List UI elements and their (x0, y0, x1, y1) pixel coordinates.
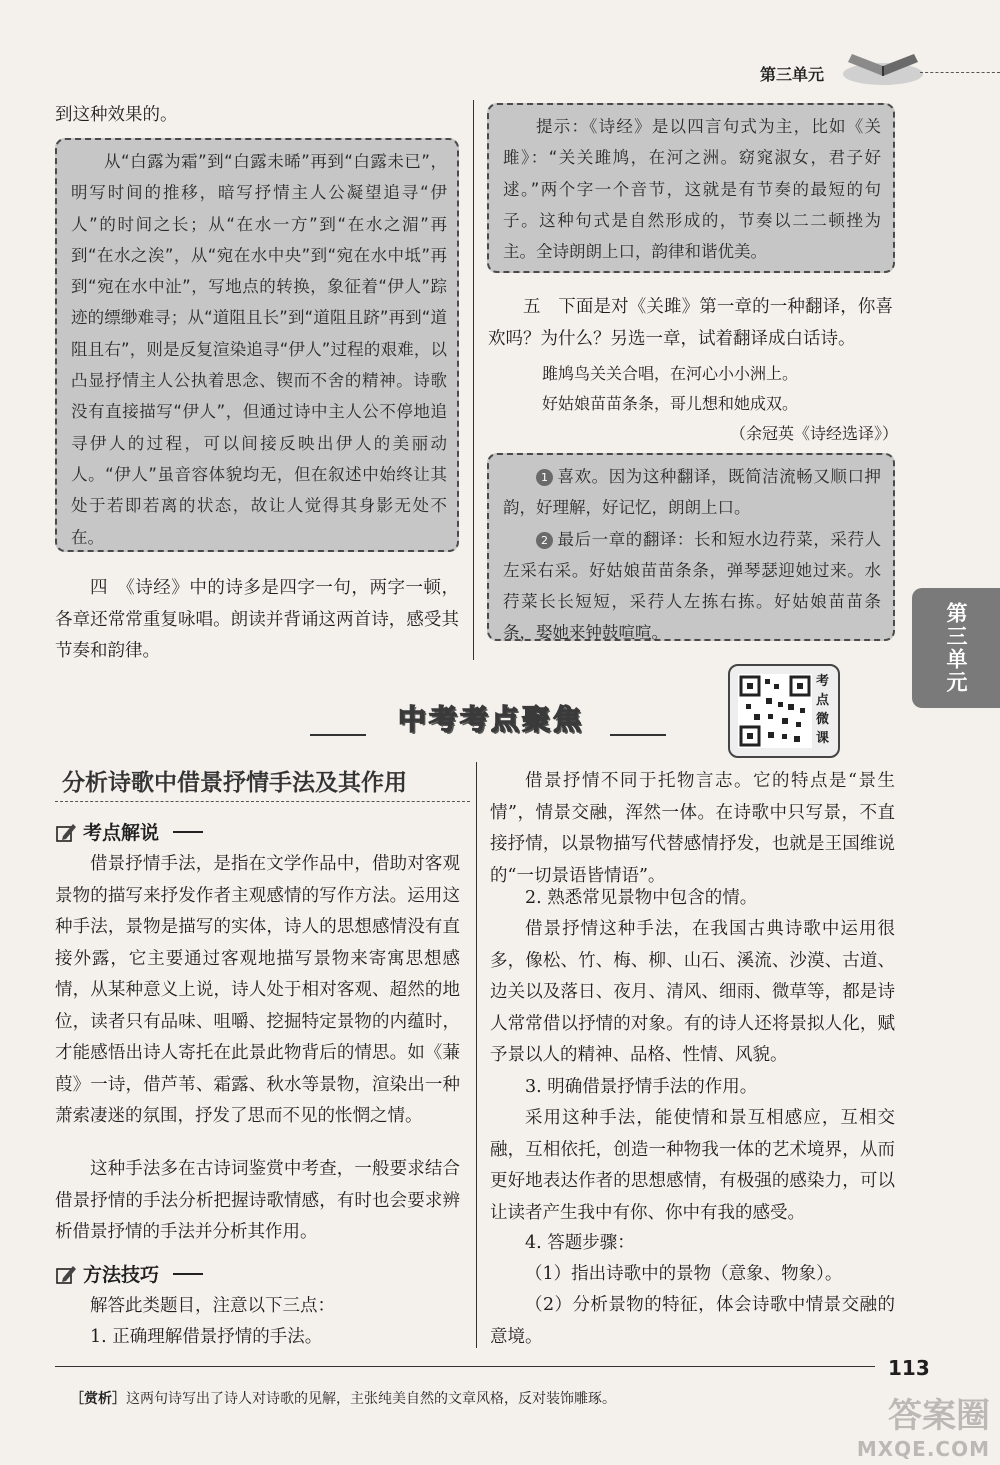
page-header (0, 0, 1000, 90)
explanation-p1: 借景抒情手法，是指在文学作品中，借助对客观景物的描写来抒发作者主观感情的写作方法。运用这种手法，景物是描写的实体，诗人的思想感情没有直接外露，它主要通过客观地描写景物来寄寓思想感情，从某种意义上说，诗人处于相对客观、超然的地位，读者只有品味、咀嚼、挖掘特定景物的内蕴时，才能感悟出诗人寄托在此景此物背后的情思。如《蒹葭》一诗，借芦苇、霜露、秋水等景物，渲染出一种萧索凄迷的氛围，抒发了思而不见的怅惘之情。 (55, 854, 460, 1126)
title-rule-right (610, 734, 666, 736)
section-head-explanation (55, 818, 203, 845)
answer-text: 从“白露为霜”到“白露未晞”再到“白露未已”，明写时间的推移，暗写抒情主人公凝望追寻“伊人”的时间之长；从“在水一方”到“在水之湄”再到“在水之涘”，从“宛在水中央”到“宛在水中坻”再到“宛在水中沚”，写地点的转换，象征着“伊人”踪迹的缥缈难寻；从“道阻且长”到“道阻且跻”再到“道阻且右”，则是反复渲染追寻“伊人”过程的艰难，以凸显抒情主人公执着思念、锲而不舍的精神。诗歌没有直接描写“伊人”，但通过诗中主人公不停地追寻伊人的过程，可以间接反映出伊人的美丽动人。“伊人”虽音容体貌均无，但在叙述中始终让其处于若即若离的状态，故让人觉得其身影无处不在。 (71, 152, 447, 547)
footer-note (70, 1388, 790, 1408)
methods-p1: 解答此类题目，注意以下三点： (90, 1296, 335, 1316)
right-p8: （2）分析景物的特征，体会诗歌中情景交融的意境。 (490, 1295, 895, 1347)
number-badge: 2 (536, 532, 553, 549)
number-badge: 1 (536, 469, 553, 486)
lower-column-divider (476, 762, 477, 1348)
note-text: 这两句诗写出了诗人对诗歌的见解，主张纯美自然的文章风格，反对装饰雕琢。 (126, 1391, 616, 1407)
right-p3: 借景抒情这种手法，在我国古典诗歌中运用很多，像松、竹、梅、柳、山石、溪流、沙漠、古道、边关以及落日、夜月、清风、细雨、微草等，都是诗人常常借以抒情的对象。有的诗人还将景拟人化，赋予景以人的精神、品格、性情、风貌。 (490, 919, 895, 1065)
footer-rule (55, 1366, 875, 1367)
head-bar (173, 1273, 203, 1275)
lead-line: 到这种效果的。 (55, 105, 178, 125)
qr-panel (728, 664, 840, 758)
topic-title: 分析诗歌中借景抒情手法及其作用 (62, 770, 407, 796)
page-number: 113 (888, 1356, 930, 1380)
answer-5-item-1 (503, 461, 881, 524)
topic-underline (55, 801, 470, 802)
watermark-url: MXQE.COM (856, 1437, 990, 1461)
title-rule-left (310, 734, 366, 736)
right-p4: 3. 明确借景抒情手法的作用。 (525, 1077, 758, 1097)
answer-5-text-2: 最后一章的翻译：长和短水边荇菜，采荇人左采右采。好姑娘苗苗条条，弹琴瑟迎她过来。水荇菜长长短短，采荇人左拣右拣。好姑娘苗苗条条，娶她来钟鼓喧喧。 (503, 529, 881, 643)
question-4: 四 《诗经》中的诗多是四字一句，两字一顿，各章还常常重复咏唱。朗读并背诵这两首诗，感受其节奏和韵律。 (55, 578, 459, 661)
section-title-row (310, 688, 730, 748)
watermark-title: 答案圈 (888, 1396, 990, 1436)
right-p2: 2. 熟悉常见景物中包含的情。 (525, 888, 758, 908)
poem-line-1: 雎鸠鸟关关合唱，在河心小小洲上。 (542, 364, 799, 383)
unit-label: 第三单元 (760, 65, 825, 84)
right-p7: （1）指出诗歌中的景物（意象、物象）。 (525, 1264, 843, 1284)
answer-box (55, 138, 459, 552)
watermark (780, 1388, 990, 1461)
hint-text: 提示：《诗经》是以四言句式为主，比如《关雎》：“关关雎鸠，在河之洲。窈窕淑女，君子好逑。”两个字一个音节，这就是有节奏的最短的句子。这种句式是自然形成的，节奏以二二顿挫为主。全诗朗朗上口，韵律和谐优美。 (503, 117, 881, 262)
answer-5-item-2 (503, 524, 881, 649)
note-tag: ［赏析］ (70, 1391, 126, 1407)
section-title: 中考考点聚焦 (397, 703, 584, 736)
column-divider (473, 100, 474, 660)
head-text-2: 方法技巧 (83, 1264, 160, 1286)
section-head-methods (55, 1260, 203, 1287)
right-p1: 借景抒情不同于托物言志。它的特点是“景生情”，情景交融，浑然一体。在诗歌中只写景，不直接抒情，以景物描写代替感情抒发，也就是王国维说的“一切景语皆情语”。 (490, 771, 895, 886)
hint-box (487, 103, 895, 273)
right-p6: 4. 答题步骤： (525, 1233, 635, 1253)
head-bar (173, 831, 203, 833)
methods-p2: 1. 正确理解借景抒情的手法。 (90, 1327, 323, 1347)
pencil-icon (55, 1263, 77, 1285)
explanation-p2: 这种手法多在古诗词鉴赏中考查，一般要求结合借景抒情的手法分析把握诗歌情感，有时也会要求辨析借景抒情的手法并分析其作用。 (55, 1159, 460, 1242)
header-rule (920, 72, 1000, 73)
pencil-icon (55, 821, 77, 843)
head-text-1: 考点解说 (83, 822, 160, 844)
poem-line-2: 好姑娘苗苗条条，哥儿想和她成双。 (542, 394, 799, 413)
poem-source: （余冠英《诗经选译》） (729, 424, 898, 443)
question-5: 五 下面是对《关雎》第一章的一种翻译，你喜欢吗？为什么？另选一章，试着翻译成白话诗。 (488, 297, 893, 349)
right-p5: 采用这种手法，能使情和景互相感应，互相交融，互相依托，创造一种物我一体的艺术境界，从而更好地表达作者的思想感情，有极强的感染力，可以让读者产生我中有你、你中有我的感受。 (490, 1108, 895, 1223)
unit-side-tab: 第三单元 (912, 588, 1000, 708)
answer-5-text-1: 喜欢。因为这种翻译，既简洁流畅又顺口押韵，好理解，好记忆，朗朗上口。 (503, 467, 881, 518)
qr-label: 考点微课 (816, 674, 830, 746)
book-ornament-icon (838, 44, 928, 90)
answer-box-5 (487, 453, 895, 641)
qr-code-icon (738, 674, 812, 748)
